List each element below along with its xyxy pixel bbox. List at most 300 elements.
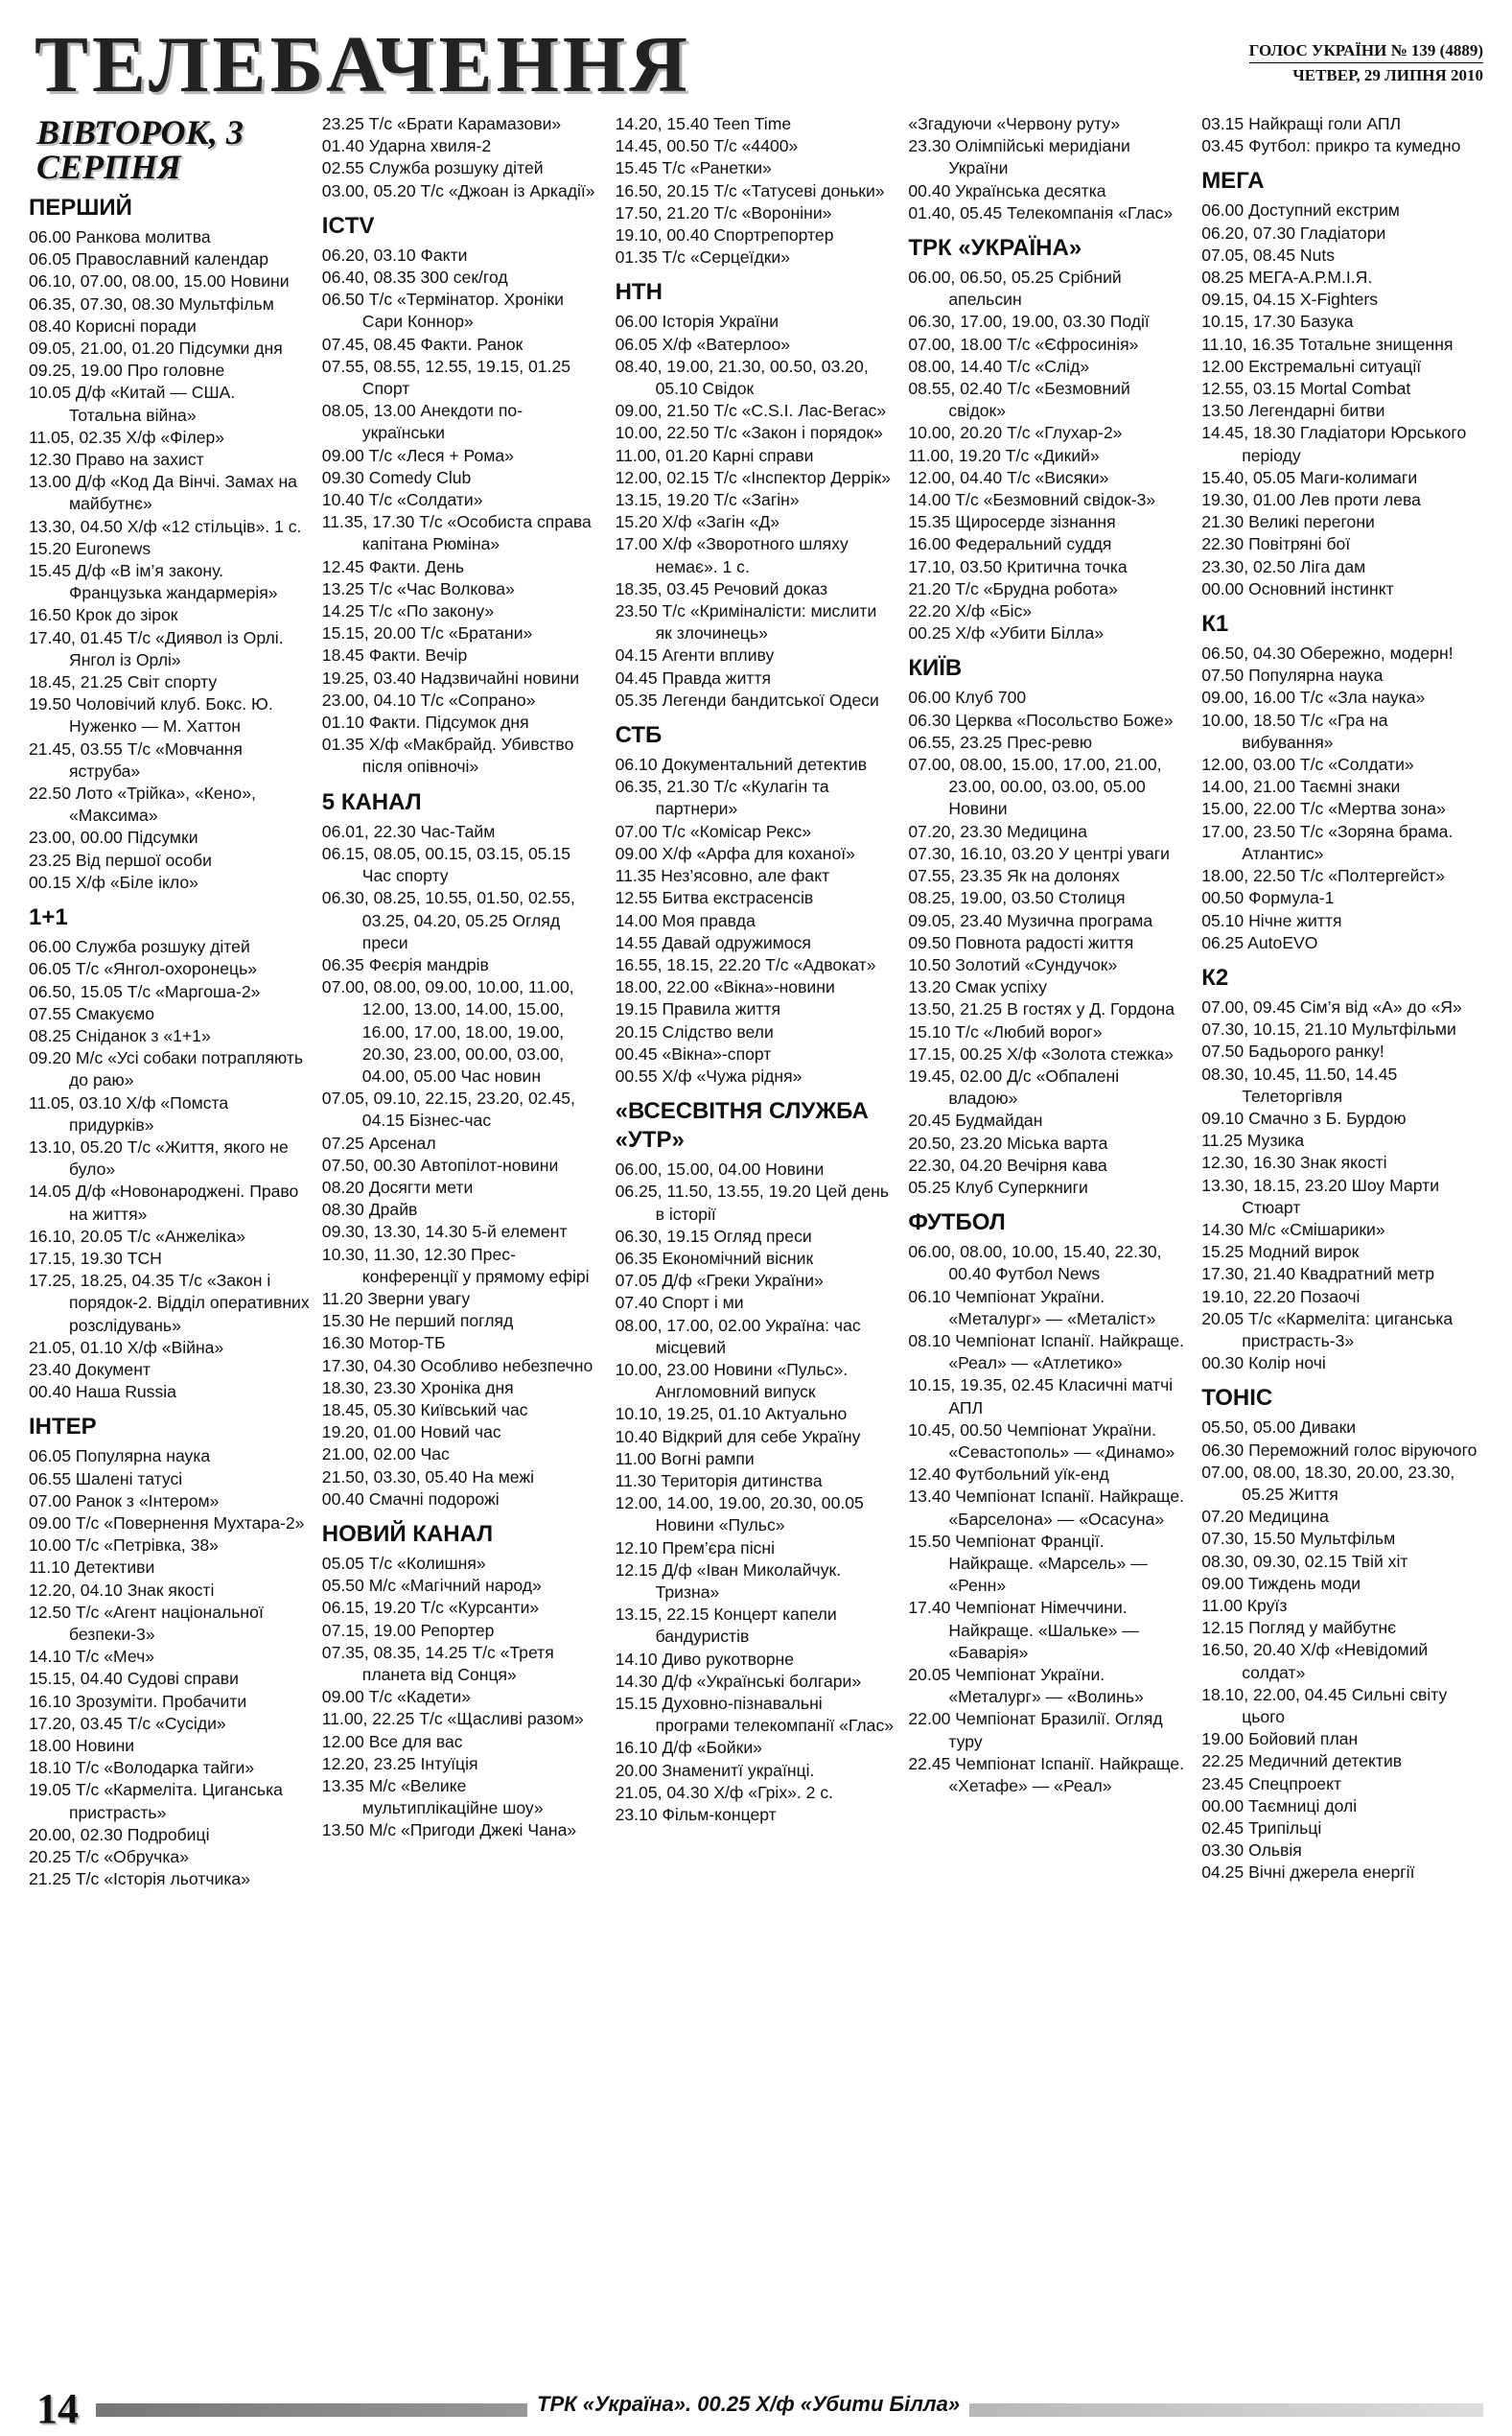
program-entry: 06.30 Церква «Посольство Боже» [908, 710, 1174, 730]
program-entry: 11.35, 17.30 Т/с «Особиста справа капітана Рюміна» [321, 512, 592, 554]
channel-heading: МЕГА [1201, 168, 1265, 195]
program-entry: 07.40 Спорт і ми [615, 1293, 744, 1313]
program-entry: 15.45 Т/с «Ранетки» [615, 158, 772, 178]
program-entry: 00.45 «Вікна»-спорт [615, 1043, 772, 1064]
program-entry: 22.20 Х/ф «Біс» [908, 601, 1033, 621]
program-entry: 17.20, 03.45 Т/с «Сусіди» [29, 1713, 226, 1733]
program-entry: 16.55, 18.15, 22.20 Т/с «Адвокат» [615, 954, 876, 974]
program-entry: 18.00 Новини [29, 1736, 135, 1755]
program-entry: 06.35 Феєрія мандрів [321, 954, 489, 974]
program-entry: 00.40 Українська десятка [908, 180, 1106, 200]
program-entry: 07.30, 10.15, 21.10 Мультфільми [1201, 1019, 1456, 1040]
program-entry: 08.30, 09.30, 02.15 Твій хіт [1201, 1551, 1408, 1571]
program-entry: 12.50 Т/с «Агент національної безпеки-3» [29, 1602, 264, 1644]
program-entry: 06.00 Служба розшуку дітей [29, 937, 250, 957]
channel-heading: ПЕРШИЙ [29, 195, 132, 221]
program-entry: 05.35 Легенди бандитської Одеси [615, 690, 879, 710]
issue-date: ЧЕТВЕР, 29 ЛИПНЯ 2010 [1249, 62, 1483, 87]
program-entry: 02.45 Трипільці [1201, 1818, 1322, 1839]
program-entry: 02.55 Служба розшуку дітей [321, 158, 544, 178]
program-entry: 20.50, 23.20 Міська варта [908, 1133, 1108, 1153]
program-entry: 11.10 Детективи [29, 1558, 155, 1578]
program-entry: 19.30, 01.00 Лев проти лева [1201, 490, 1421, 510]
program-entry: 09.00 Т/с «Леся + Рома» [321, 445, 514, 465]
program-entry: 10.00, 20.20 Т/с «Глухар-2» [908, 423, 1123, 443]
program-entry: 13.35 М/с «Велике мультиплікаційне шоу» [321, 1776, 544, 1818]
program-entry: 00.55 Х/ф «Чужа рідня» [615, 1066, 803, 1086]
program-entry: 15.35 Щиросерде зізнання [908, 512, 1116, 532]
program-entry: 06.05 Х/ф «Ватерлоо» [615, 334, 791, 354]
program-entry: 14.30 М/с «Смішарики» [1201, 1219, 1385, 1239]
program-entry: 06.05 Православний календар [29, 249, 268, 269]
program-entry: 23.25 Т/с «Брати Карамазови» [321, 114, 562, 133]
program-entry: 09.05, 23.40 Музична програма [908, 910, 1153, 930]
program-entry: 07.55 Смакуємо [29, 1003, 155, 1023]
program-entry: 05.05 Т/с «Колишня» [321, 1553, 486, 1573]
program-entry: 18.10, 22.00, 04.45 Сильні світу цього [1201, 1684, 1448, 1726]
program-entry: 21.20 Т/с «Брудна робота» [908, 578, 1118, 598]
program-entry: 21.30 Великі перегони [1201, 512, 1375, 532]
program-entry: 11.00, 22.25 Т/с «Щасливі разом» [321, 1709, 584, 1729]
program-entry: 06.25, 11.50, 13.55, 19.20 Цей день в історії [615, 1182, 890, 1224]
program-entry: 06.00 Історія України [615, 312, 779, 332]
program-entry: 19.00 Бойовий план [1201, 1729, 1359, 1749]
program-entry: 10.00, 23.00 Новини «Пульс». Англомовний випуск [615, 1359, 849, 1402]
program-entry: 12.55, 03.15 Mortal Combat [1201, 379, 1411, 399]
program-entry: 03.00, 05.20 Т/с «Джоан із Аркадії» [321, 180, 595, 200]
program-entry: 11.25 Музика [1201, 1131, 1305, 1151]
program-entry: 18.45 Факти. Вечір [321, 645, 468, 666]
program-entry: 06.00, 15.00, 04.00 Новини [615, 1159, 825, 1180]
channel-heading: К1 [1201, 611, 1229, 638]
program-entry: 04.15 Агенти впливу [615, 645, 775, 666]
program-entry: 07.50 Бадьорого ранку! [1201, 1042, 1384, 1062]
program-entry: 19.45, 02.00 Д/с «Обпалені владою» [908, 1066, 1120, 1109]
program-entry: 03.30 Ольвія [1201, 1840, 1302, 1861]
program-entry: 01.35 Х/ф «Макбрайд. Убивство після опівночі» [321, 735, 574, 777]
program-entry: 06.30, 19.15 Огляд преси [615, 1226, 812, 1246]
program-entry: 11.00 Вогні рампи [615, 1448, 755, 1468]
program-entry: 14.10 Т/с «Меч» [29, 1647, 155, 1667]
program-entry: 12.00, 02.15 Т/с «Інспектор Деррік» [615, 467, 892, 487]
program-entry: 06.10, 07.00, 08.00, 15.00 Новини [29, 271, 290, 292]
program-entry: 07.00 Т/с «Комісар Рекс» [615, 821, 812, 841]
program-entry: 18.45, 21.25 Світ спорту [29, 672, 218, 692]
program-entry: 23.30 Олімпійські меридіани України [908, 136, 1130, 178]
program-entry: 08.10 Чемпіонат Іспанії. Найкраще. «Реал» — «Атлетико» [908, 1330, 1185, 1373]
program-entry: 19.10, 22.20 Позаочі [1201, 1286, 1361, 1306]
program-entry: 15.45 Д/ф «В ім’я закону. Французька жандармерія» [29, 561, 278, 603]
program-entry: 21.50, 03.30, 05.40 На межі [321, 1466, 535, 1487]
program-entry: 21.25 Т/с «Історія льотчика» [29, 1869, 250, 1889]
program-entry: 08.05, 13.00 Анекдоти по-українськи [321, 401, 523, 443]
program-entry: 14.10 Диво рукотворне [615, 1649, 795, 1669]
program-entry: 06.25 AutoEVO [1201, 932, 1318, 952]
program-entry: 13.30, 04.50 Х/ф «12 стільців». 1 с. [29, 516, 302, 536]
program-entry: 06.55 Шалені татусі [29, 1468, 183, 1488]
issue-info [1249, 38, 1483, 87]
program-entry: 19.10, 00.40 Спортрепортер [615, 225, 834, 246]
program-entry: 15.15, 20.00 Т/с «Братани» [321, 623, 533, 644]
program-entry: 12.00, 03.00 Т/с «Солдати» [1201, 755, 1414, 775]
program-entry: 06.30, 17.00, 19.00, 03.30 Події [908, 312, 1150, 332]
program-entry: 23.00, 04.10 Т/с «Сопрано» [321, 690, 536, 710]
program-entry: 10.00, 18.50 Т/с «Гра на вибування» [1201, 710, 1388, 752]
program-entry: 09.30, 13.30, 14.30 5-й елемент [321, 1222, 568, 1242]
program-entry: 15.30 Не перший погляд [321, 1311, 514, 1331]
program-entry: 07.00, 08.00, 09.00, 10.00, 11.00, 12.00, 13.00, 14.00, 15.00, 16.00, 17.00, 18.00, 19.00, 20.30, 23.00, 00.00, 03.00, 04.00, 05.00 Час новин [321, 977, 574, 1086]
program-entry: 06.30 Переможний голос віруючого [1201, 1440, 1477, 1460]
program-entry: 12.45 Факти. День [321, 556, 465, 576]
program-entry: 17.40, 01.45 Т/с «Диявол із Орлі. Янгол із Орлі» [29, 627, 284, 669]
program-entry: 09.00 Тиждень моди [1201, 1573, 1361, 1593]
program-entry: 16.50, 20.15 Т/с «Татусеві доньки» [615, 180, 885, 200]
program-entry: 01.40, 05.45 Телекомпанія «Глас» [908, 202, 1174, 223]
program-entry: 06.30, 08.25, 10.55, 01.50, 02.55, 03.25, 04.20, 05.25 Огляд преси [321, 888, 575, 952]
program-entry: 11.30 Територія дитинства [615, 1470, 823, 1490]
program-entry: 09.05, 21.00, 01.20 Підсумки дня [29, 339, 283, 359]
program-entry: 19.15 Правила життя [615, 999, 781, 1019]
program-entry: 09.20 М/с «Усі собаки потрапляють до раю» [29, 1048, 304, 1090]
program-entry: 10.40 Відкрий для себе Україну [615, 1426, 861, 1446]
schedule-columns [29, 113, 1483, 2386]
program-entry: 21.45, 03.55 Т/с «Мовчання яструба» [29, 738, 243, 781]
channel-heading: ФУТБОЛ [908, 1209, 1006, 1236]
program-entry: 13.50 М/с «Пригоди Джекі Чана» [321, 1820, 577, 1840]
program-entry: 06.00, 06.50, 05.25 Срібний апельсин [908, 268, 1122, 310]
program-entry: 19.25, 03.40 Надзвичайні новини [321, 668, 580, 688]
program-entry: 23.30, 02.50 Ліга дам [1201, 556, 1366, 576]
program-entry: 08.30 Драйв [321, 1200, 418, 1220]
program-entry: 15.20 Х/ф «Загін «Д» [615, 512, 780, 532]
program-entry: 10.15, 17.30 Базука [1201, 312, 1354, 332]
program-entry: 15.40, 05.05 Маги-колимаги [1201, 467, 1418, 487]
program-entry: 17.15, 19.30 ТСН [29, 1248, 162, 1268]
program-entry: 14.45, 00.50 Т/с «4400» [615, 136, 799, 156]
program-entry: 12.30, 16.30 Знак якості [1201, 1153, 1387, 1173]
program-entry: 15.50 Чемпіонат Франції. Найкраще. «Марсель» — «Ренн» [908, 1531, 1148, 1596]
program-entry: 09.15, 04.15 X-Fighters [1201, 290, 1379, 310]
channel-heading: К2 [1201, 964, 1229, 991]
program-entry: 13.50 Легендарні битви [1201, 401, 1385, 421]
day-heading: ВІВТОРОК, 3 СЕРПНЯ [36, 113, 244, 186]
program-entry: 19.20, 01.00 Новий час [321, 1422, 501, 1442]
program-entry: 06.01, 22.30 Час-Тайм [321, 821, 496, 841]
column-1 [29, 113, 311, 2386]
channel-heading: СТБ [615, 722, 663, 749]
program-entry: 13.50, 21.25 В гостях у Д. Гордона [908, 999, 1175, 1019]
program-entry: 05.50, 05.00 Диваки [1201, 1417, 1357, 1438]
program-entry: 00.00 Таємниці долі [1201, 1795, 1358, 1815]
program-entry: 06.00 Клуб 700 [908, 688, 1027, 708]
program-entry: 23.45 Спецпроект [1201, 1773, 1342, 1793]
program-entry: 06.50, 04.30 Обережно, модерн! [1201, 644, 1454, 664]
program-entry: 06.35 Економічний вісник [615, 1248, 814, 1268]
program-entry: 11.00, 01.20 Карні справи [615, 445, 814, 465]
program-entry: 14.25 Т/с «По закону» [321, 601, 495, 621]
program-entry: 01.35 Т/с «Серцеїдки» [615, 247, 791, 268]
program-entry: 06.15, 08.05, 00.15, 03.15, 05.15 Час спорту [321, 843, 571, 886]
channel-heading: НТН [615, 279, 663, 306]
program-entry: 06.50, 15.05 Т/с «Маргоша-2» [29, 981, 261, 1001]
program-entry: 12.00 Екстремальні ситуації [1201, 356, 1422, 376]
issue-number: ГОЛОС УКРАЇНИ № 139 (4889) [1248, 41, 1483, 59]
program-entry: 14.00, 21.00 Таємні знаки [1201, 777, 1401, 797]
program-entry: 22.50 Лото «Трійка», «Кено», «Максима» [29, 784, 256, 826]
program-entry: 08.00, 17.00, 02.00 Україна: час місцевий [615, 1315, 861, 1357]
program-entry: 10.45, 00.50 Чемпіонат України. «Севастополь» — «Динамо» [908, 1419, 1175, 1462]
program-entry: 20.15 Слідство вели [615, 1021, 774, 1042]
channel-heading: ІНТЕР [29, 1414, 97, 1441]
program-entry: 13.10, 05.20 Т/с «Життя, якого не було» [29, 1136, 289, 1180]
program-entry: 17.40 Чемпіонат Німеччини. Найкраще. «Шальке» — «Баварія» [908, 1598, 1139, 1662]
program-entry: 05.10 Нічне життя [1201, 910, 1342, 930]
program-entry: 08.25 МЕГА-А.Р.М.І.Я. [1201, 268, 1373, 288]
program-entry: 06.10 Чемпіонат України. «Металург» — «Металіст» [908, 1286, 1156, 1328]
channel-heading: 5 КАНАЛ [321, 788, 422, 815]
program-entry: 12.00 Все для вас [321, 1731, 463, 1751]
program-entry: 08.20 Досягти мети [321, 1177, 474, 1197]
program-entry: 15.00, 22.00 Т/с «Мертва зона» [1201, 799, 1446, 819]
program-entry: 07.05 Д/ф «Греки України» [615, 1271, 824, 1291]
channel-heading: «ВСЕСВІТНЯ СЛУЖБА «УТР» [615, 1098, 869, 1154]
program-entry: 23.50 Т/с «Криміналісти: мислити як злочинець» [615, 601, 877, 644]
program-entry: 03.15 Найкращі голи АПЛ [1201, 114, 1402, 133]
program-entry: 07.30, 15.50 Мультфільм [1201, 1529, 1396, 1549]
program-entry: 14.45, 18.30 Гладіатори Юрського періоду [1201, 423, 1467, 465]
program-entry: 12.20, 23.25 Інтуїція [321, 1753, 478, 1773]
program-entry: 07.50 Популярна наука [1201, 666, 1384, 686]
program-entry: 08.25, 19.00, 03.50 Столиця [908, 888, 1126, 908]
program-entry: 13.15, 22.15 Концерт капели бандуристів [615, 1604, 837, 1647]
program-entry: 10.40 Т/с «Солдати» [321, 490, 483, 510]
program-entry: 11.00 Круїз [1201, 1595, 1288, 1615]
program-entry: 10.10, 19.25, 01.10 Актуально [615, 1404, 848, 1424]
program-entry: 07.35, 08.35, 14.25 Т/с «Третя планета від Сонця» [321, 1642, 554, 1684]
program-entry: «Згадуючи «Червону руту» [908, 114, 1121, 133]
program-entry: 07.25 Арсенал [321, 1133, 436, 1153]
masthead [29, 21, 1483, 107]
program-entry: 15.15, 04.40 Судові справи [29, 1669, 239, 1689]
program-entry: 21.05, 01.10 Х/ф «Війна» [29, 1337, 224, 1357]
program-entry: 09.10 Смачно з Б. Бурдою [1201, 1108, 1407, 1128]
program-entry: 07.50, 00.30 Автопілот-новини [321, 1155, 559, 1175]
channel-heading: ICTV [321, 212, 375, 239]
program-entry: 21.00, 02.00 Час [321, 1444, 450, 1464]
channel-heading: ТОНІС [1201, 1385, 1273, 1412]
program-entry: 00.15 Х/ф «Біле ікло» [29, 872, 198, 892]
page-footer [29, 2385, 1483, 2432]
program-entry: 14.00 Моя правда [615, 910, 756, 930]
program-entry: 11.00, 19.20 Т/с «Дикий» [908, 445, 1100, 465]
program-entry: 08.00, 14.40 Т/с «Слід» [908, 356, 1090, 376]
program-entry: 09.50 Повнота радості життя [908, 932, 1134, 952]
program-entry: 12.15 Д/ф «Іван Миколайчук. Тризна» [615, 1559, 842, 1602]
program-entry: 07.20, 23.30 Медицина [908, 821, 1087, 841]
program-entry: 16.50, 20.40 Х/ф «Невідомий солдат» [1201, 1640, 1429, 1682]
program-entry: 16.10, 20.05 Т/с «Анжеліка» [29, 1226, 246, 1246]
program-entry: 09.00 Т/с «Повернення Мухтара-2» [29, 1512, 305, 1533]
column-2 [322, 113, 604, 2386]
channel-heading: ТРК «УКРАЇНА» [908, 235, 1082, 262]
program-entry: 00.00 Основний інстинкт [1201, 578, 1394, 598]
program-entry: 17.30, 04.30 Особливо небезпечно [321, 1355, 593, 1375]
program-entry: 20.00 Знаменитї українці. [615, 1760, 815, 1780]
program-entry: 09.25, 19.00 Про головне [29, 361, 225, 381]
program-entry: 12.10 Прем’єра пісні [615, 1537, 776, 1558]
program-entry: 15.15 Духовно-пізнавальні програми телекомпанії «Глас» [615, 1694, 895, 1736]
channel-heading: 1+1 [29, 904, 68, 931]
program-entry: 18.10 Т/с «Володарка тайги» [29, 1758, 255, 1778]
program-entry: 07.30, 16.10, 03.20 У центрі уваги [908, 843, 1170, 863]
program-entry: 06.10 Документальний детектив [615, 755, 868, 775]
program-entry: 01.10 Факти. Підсумок дня [321, 713, 529, 733]
program-entry: 11.05, 03.10 Х/ф «Помста придурків» [29, 1092, 229, 1135]
program-entry: 16.10 Д/ф «Бойки» [615, 1738, 762, 1758]
program-entry: 07.00, 18.00 Т/с «Єфросинія» [908, 334, 1139, 354]
program-entry: 03.45 Футбол: прикро та кумедно [1201, 136, 1461, 156]
program-entry: 06.20, 03.10 Факти [321, 245, 468, 265]
program-entry: 16.30 Мотор-ТБ [321, 1333, 446, 1353]
program-entry: 06.55, 23.25 Прес-ревю [908, 732, 1093, 752]
program-entry: 11.20 Зверни увагу [321, 1288, 471, 1308]
program-entry: 04.45 Правда життя [615, 668, 772, 688]
column-4 [908, 113, 1190, 2386]
program-entry: 17.25, 18.25, 04.35 Т/с «Закон і порядок-2. Відділ оперативних розслідувань» [29, 1271, 310, 1335]
program-entry: 12.00, 04.40 Т/с «Висяки» [908, 467, 1109, 487]
program-entry: 18.00, 22.50 Т/с «Полтергейст» [1201, 866, 1446, 886]
program-entry: 10.00, 22.50 Т/с «Закон і порядок» [615, 423, 883, 443]
program-entry: 22.00 Чемпіонат Бразилії. Огляд туру [908, 1709, 1163, 1751]
program-entry: 07.55, 08.55, 12.55, 19.15, 01.25 Спорт [321, 356, 571, 399]
program-entry: 00.40 Смачні подорожі [321, 1488, 500, 1509]
program-entry: 07.00 Ранок з «Інтером» [29, 1490, 220, 1511]
channel-heading: НОВИЙ КАНАЛ [321, 1520, 494, 1547]
program-entry: 09.00, 16.00 Т/с «Зла наука» [1201, 688, 1426, 708]
footer-promo: ТРК «Україна». 00.25 Х/ф «Убити Білла» [527, 2390, 969, 2419]
program-entry: 12.55 Битва екстрасенсів [615, 888, 814, 908]
program-entry: 13.25 Т/с «Час Волкова» [321, 578, 515, 598]
program-entry: 07.55, 23.35 Як на долонях [908, 866, 1120, 886]
program-entry: 14.55 Давай одружимося [615, 932, 811, 952]
program-entry: 22.25 Медичний детектив [1201, 1751, 1403, 1771]
program-entry: 12.20, 04.10 Знак якості [29, 1580, 215, 1600]
program-entry: 00.30 Колір ночі [1201, 1353, 1326, 1373]
program-entry: 22.45 Чемпіонат Іспанії. Найкраще. «Хетафе» — «Реал» [908, 1753, 1185, 1796]
program-entry: 06.00 Доступний екстрим [1201, 200, 1400, 221]
program-entry: 08.55, 02.40 Т/с «Безмовний свідок» [908, 379, 1130, 421]
program-entry: 14.20, 15.40 Teen Time [615, 114, 792, 133]
program-entry: 12.15 Погляд у майбутнє [1201, 1618, 1397, 1638]
program-entry: 06.15, 19.20 Т/с «Курсанти» [321, 1598, 540, 1618]
program-entry: 07.05, 08.45 Nuts [1201, 245, 1336, 265]
program-entry: 20.00, 02.30 Подробиці [29, 1824, 210, 1844]
program-entry: 18.00, 22.00 «Вікна»-новини [615, 977, 835, 997]
program-entry: 07.00, 08.00, 18.30, 20.00, 23.30, 05.25 Життя [1201, 1462, 1455, 1504]
program-entry: 23.40 Документ [29, 1359, 151, 1379]
program-entry: 08.25 Сніданок з «1+1» [29, 1025, 211, 1045]
program-entry: 08.40 Корисні поради [29, 316, 197, 336]
program-entry: 20.25 Т/с «Обручка» [29, 1847, 189, 1867]
program-entry: 12.40 Футбольний уїк-енд [908, 1464, 1109, 1485]
program-entry: 06.05 Т/с «Янгол-охоронець» [29, 959, 258, 979]
program-entry: 06.20, 07.30 Гладіатори [1201, 223, 1386, 243]
program-entry: 14.05 Д/ф «Новонароджені. Право на життя» [29, 1182, 299, 1224]
program-entry: 05.50 М/с «Магічний народ» [321, 1576, 542, 1596]
program-entry: 08.30, 10.45, 11.50, 14.45 Телеторгівля [1201, 1064, 1398, 1106]
program-entry: 19.50 Чоловічий клуб. Бокс. Ю. Нуженко — М. Хаттон [29, 694, 273, 737]
program-entry: 19.05 Т/с «Кармеліта. Циганська пристрасть» [29, 1780, 283, 1822]
program-entry: 16.50 Крок до зірок [29, 605, 178, 625]
program-entry: 15.20 Euronews [29, 538, 151, 558]
program-entry: 10.50 Золотий «Сундучок» [908, 954, 1118, 974]
program-entry: 06.35, 21.30 Т/с «Кулагін та партнери» [615, 777, 829, 819]
program-entry: 08.40, 19.00, 21.30, 00.50, 03.20, 05.10 Свідок [615, 356, 869, 399]
program-entry: 07.15, 19.00 Репортер [321, 1620, 495, 1640]
program-entry: 05.25 Клуб Суперкниги [908, 1177, 1088, 1197]
program-entry: 09.30 Comedy Club [321, 467, 472, 487]
program-entry: 00.50 Формула-1 [1201, 888, 1335, 908]
program-entry: 11.05, 02.35 Х/ф «Філер» [29, 427, 225, 447]
program-entry: 20.05 Чемпіонат України. «Металург» — «Волинь» [908, 1665, 1144, 1707]
program-entry: 15.10 Т/с «Любий ворог» [908, 1021, 1103, 1042]
program-entry: 09.00 Х/ф «Арфа для коханої» [615, 843, 855, 863]
channel-heading: КИЇВ [908, 655, 963, 682]
program-entry: 23.10 Фільм-концерт [615, 1805, 777, 1825]
program-entry: 17.30, 21.40 Квадратний метр [1201, 1264, 1434, 1284]
section-title: ТЕЛЕБАЧЕННЯ [35, 20, 691, 109]
program-entry: 00.40 Наша Russia [29, 1382, 176, 1402]
program-entry: 22.30, 04.20 Вечірня кава [908, 1155, 1107, 1175]
program-entry: 17.15, 00.25 Х/ф «Золота стежка» [908, 1043, 1174, 1064]
program-entry: 17.00, 23.50 Т/с «Зоряна брама. Атлантис» [1201, 821, 1454, 863]
program-entry: 07.05, 09.10, 22.15, 23.20, 02.45, 04.15 Бізнес-час [321, 1089, 575, 1131]
program-entry: 06.00, 08.00, 10.00, 15.40, 22.30, 00.40 Футбол News [908, 1242, 1162, 1284]
program-entry: 17.50, 21.20 Т/с «Вороніни» [615, 202, 832, 223]
program-entry: 18.45, 05.30 Київський час [321, 1399, 528, 1419]
program-entry: 04.25 Вічні джерела енергії [1201, 1862, 1415, 1883]
column-5 [1201, 113, 1483, 2386]
program-entry: 11.35 Нез’ясовно, але факт [615, 866, 830, 886]
program-entry: 06.05 Популярна наука [29, 1446, 211, 1466]
page-number: 14 [36, 2385, 79, 2432]
program-entry: 16.10 Зрозуміти. Пробачити [29, 1691, 247, 1711]
program-entry: 09.00, 21.50 Т/с «C.S.I. Лас-Вегас» [615, 401, 887, 421]
program-entry: 06.40, 08.35 300 сек/год [321, 268, 508, 288]
program-entry: 10.30, 11.30, 12.30 Прес-конференції у прямому ефірі [321, 1244, 590, 1286]
program-entry: 12.30 Право на захист [29, 450, 204, 470]
program-entry: 20.45 Будмайдан [908, 1111, 1043, 1131]
program-entry: 13.15, 19.20 Т/с «Загін» [615, 490, 800, 510]
program-entry: 23.25 Від першої особи [29, 850, 212, 870]
program-entry: 10.15, 19.35, 02.45 Класичні матчі АПЛ [908, 1375, 1174, 1417]
program-entry: 01.40 Ударна хвиля-2 [321, 136, 492, 156]
program-entry: 13.30, 18.15, 23.20 Шоу Марти Стюарт [1201, 1175, 1440, 1217]
program-entry: 07.00, 08.00, 15.00, 17.00, 21.00, 23.00, 00.00, 03.00, 05.00 Новини [908, 755, 1162, 819]
program-entry: 13.00 Д/ф «Код Да Вінчі. Замах на майбутнє» [29, 472, 297, 514]
program-entry: 23.00, 00.00 Підсумки [29, 828, 198, 848]
program-entry: 07.20 Медицина [1201, 1507, 1329, 1527]
program-entry: 14.30 Д/ф «Українські болгари» [615, 1671, 862, 1691]
program-entry: 20.05 Т/с «Кармеліта: циганська пристрасть-3» [1201, 1308, 1454, 1350]
program-entry: 09.00 Т/с «Кадети» [321, 1687, 471, 1707]
program-entry: 06.35, 07.30, 08.30 Мультфільм [29, 293, 274, 314]
program-entry: 13.40 Чемпіонат Іспанії. Найкраще. «Барселона» — «Осасуна» [908, 1487, 1185, 1529]
program-entry: 18.30, 23.30 Хроніка дня [321, 1377, 514, 1397]
program-entry: 10.05 Д/ф «Китай — США. Тотальна війна» [29, 383, 236, 425]
program-entry: 06.00 Ранкова молитва [29, 227, 211, 246]
program-entry: 18.35, 03.45 Речовий доказ [615, 578, 828, 598]
